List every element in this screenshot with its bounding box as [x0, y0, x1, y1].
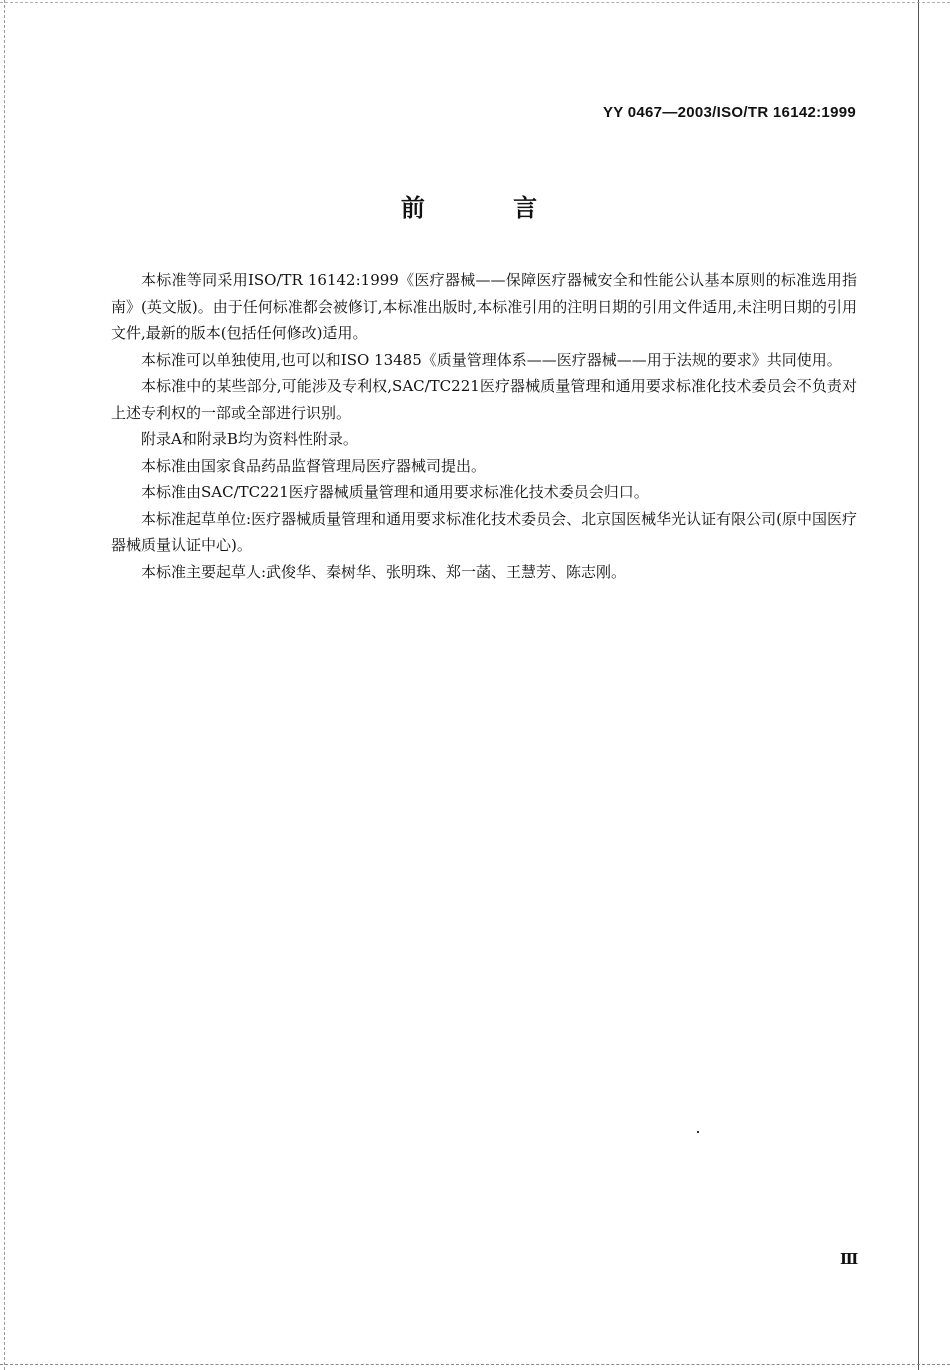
page-edge-top	[0, 2, 950, 3]
scan-speck	[697, 1131, 699, 1133]
paragraph-proposer: 本标准由国家食品药品监督管理局医疗器械司提出。	[141, 456, 487, 475]
paragraph-drafters: 本标准主要起草人:武俊华、秦树华、张明珠、郑一菡、王慧芳、陈志刚。	[141, 562, 627, 581]
paragraph-usage: 本标准可以单独使用,也可以和ISO 13485《质量管理体系——医疗器械——用于法规的要求》共同使用。	[141, 350, 842, 369]
paragraph-adoption: 本标准等同采用ISO/TR 16142:1999《医疗器械——保障医疗器械安全和性能公认基本原则的标准选用指南》(英文版)。由于任何标准都会被修订,本标准出版时,本标准引用的注明日期的引用文件适用,未注明日期的引用文件,最新的版本(包括任何修改)适用。	[111, 271, 858, 342]
foreword-body	[111, 267, 857, 585]
page-edge-bottom	[0, 1364, 950, 1365]
paragraph-drafting-units: 本标准起草单位:医疗器械质量管理和通用要求标准化技术委员会、北京国医械华光认证有限公司(原中国医疗器械质量认证中心)。	[111, 509, 857, 554]
paragraph-responsible: 本标准由SAC/TC221医疗器械质量管理和通用要求标准化技术委员会归口。	[141, 483, 649, 501]
paragraph-annex: 附录A和附录B均为资料性附录。	[141, 430, 358, 448]
paragraph-patent: 本标准中的某些部分,可能涉及专利权,SAC/TC221医疗器械质量管理和通用要求标准化技术委员会不负责对上述专利权的一部或全部进行识别。	[111, 377, 857, 422]
page-number: Ⅲ	[840, 1250, 859, 1268]
page-title: 前 言	[400, 194, 578, 222]
document-code: YY 0467—2003/ISO/TR 16142:1999	[602, 104, 856, 121]
